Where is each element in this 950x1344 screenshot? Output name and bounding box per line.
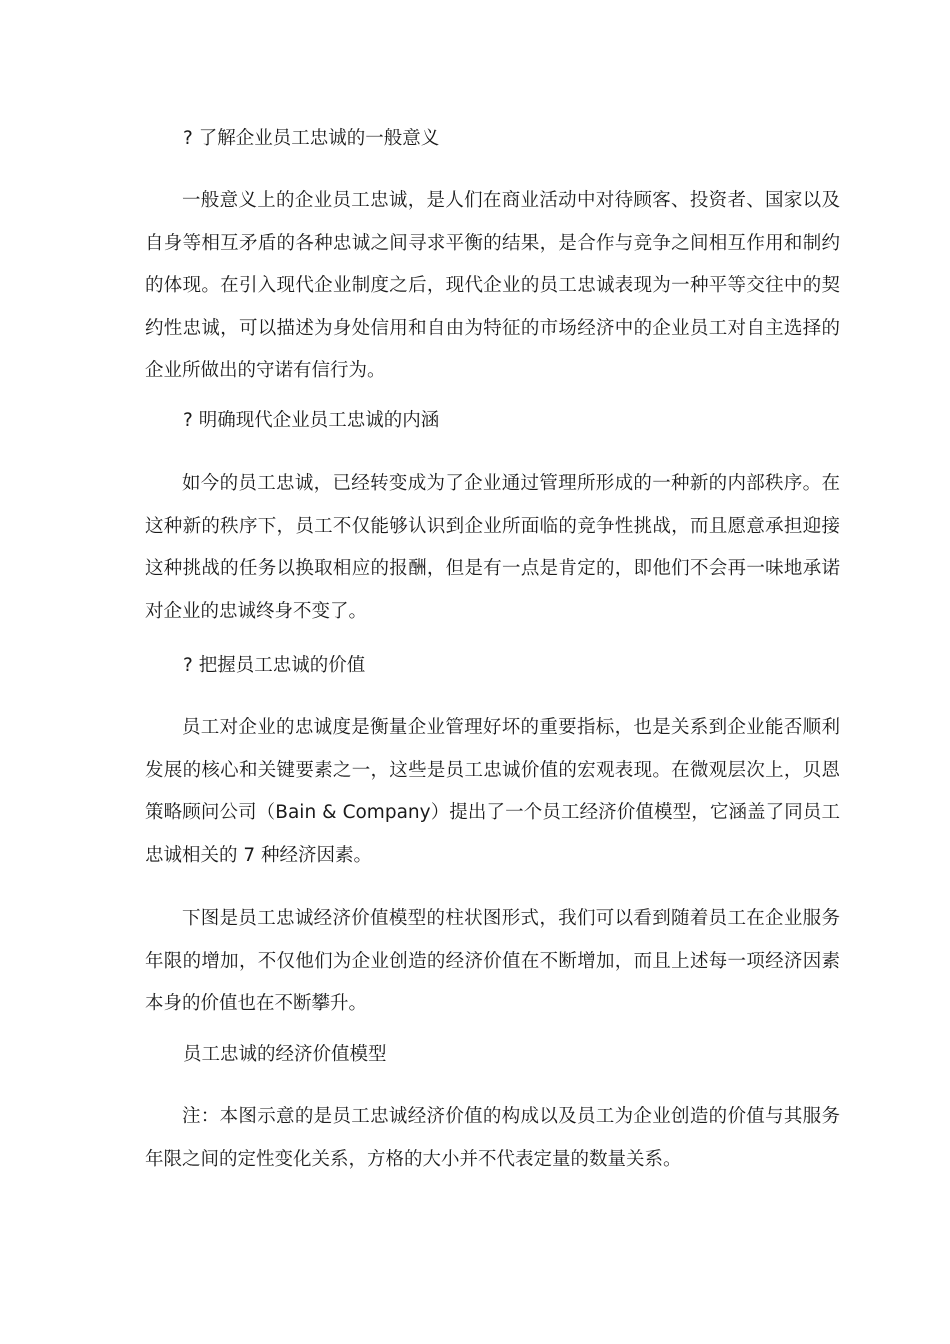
paragraph-loyalty-value: 员工对企业的忠诚度是衡量企业管理好坏的重要指标，也是关系到企业能否顺利发展的核心和关键要素之一，这些是员工忠诚价值的宏观表现。在微观层次上，贝恩策略顾问公司（Bain & Company）提出了一个员工经济价值模型，它涵盖了同员工忠诚相关的 7 种经济因素。 [145,717,840,866]
figure-title: 员工忠诚的经济价值模型 [183,1044,387,1065]
paragraph-modern-connotation: 如今的员工忠诚，已经转变成为了企业通过管理所形成的一种新的内部秩序。在这种新的秩序下，员工不仅能够认识到企业所面临的竞争性挑战，而且愿意承担迎接这种挑战的任务以换取相应的报酬，但是有一点是肯定的，即他们不会再一味地承诺对企业的忠诚终身不变了。 [145,473,840,622]
section-heading-general-meaning: ? 了解企业员工忠诚的一般意义 [183,128,440,149]
paragraph-chart-description: 下图是员工忠诚经济价值模型的柱状图形式，我们可以看到随着员工在企业服务年限的增加，不仅他们为企业创造的经济价值在不断增加，而且上述每一项经济因素本身的价值也在不断攀升。 [145,908,840,1014]
section-heading-loyalty-value: ? 把握员工忠诚的价值 [183,655,366,676]
paragraph-general-meaning: 一般意义上的企业员工忠诚，是人们在商业活动中对待顾客、投资者、国家以及自身等相互矛盾的各种忠诚之间寻求平衡的结果，是合作与竞争之间相互作用和制约的体现。在引入现代企业制度之后，现代企业的员工忠诚表现为一种平等交往中的契约性忠诚，可以描述为身处信用和自由为特征的市场经济中的企业员工对自主选择的企业所做出的守诺有信行为。 [145,190,840,381]
figure-note: 注：本图示意的是员工忠诚经济价值的构成以及员工为企业创造的价值与其服务年限之间的定性变化关系，方格的大小并不代表定量的数量关系。 [145,1106,840,1170]
section-heading-modern-connotation: ? 明确现代企业员工忠诚的内涵 [183,410,440,431]
